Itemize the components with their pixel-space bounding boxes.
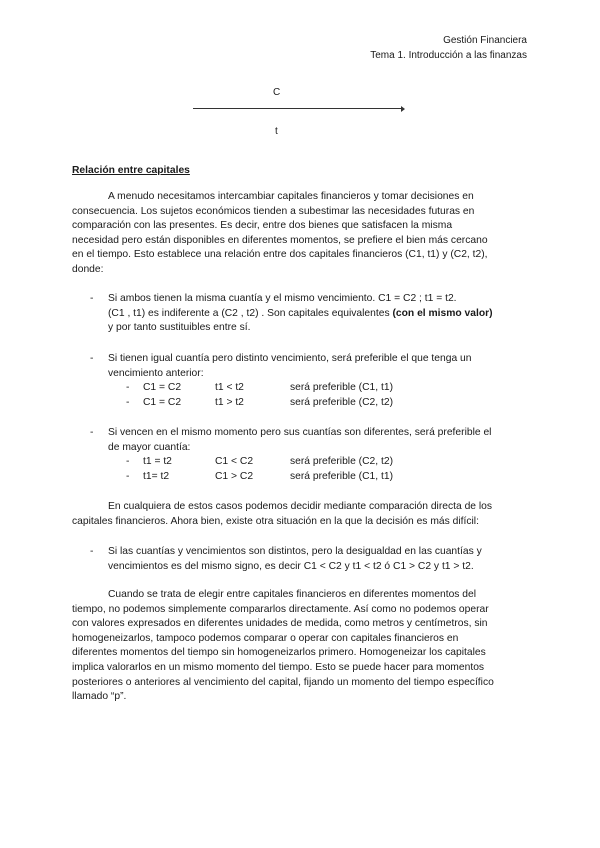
sub-cond2: t1 > t2 (215, 397, 244, 408)
diagram-time-label: t (275, 126, 278, 137)
sub-bullet-dash: - (126, 456, 130, 467)
middle-line: En cualquiera de estos casos podemos decidir mediante comparación directa de los (108, 501, 493, 512)
bullet-dash: - (90, 293, 94, 304)
intro-line: necesidad pero están disponibles en diferentes momentos, se prefiere el bien más cercano (72, 234, 488, 246)
bullet-1 (108, 292, 538, 336)
bullet-line: vencimientos es del mismo signo, es decir C1 < C2 y t1 < t2 ó C1 > C2 y t1 > t2. (108, 560, 474, 572)
sub-cond2: C1 > C2 (215, 471, 254, 482)
sub-cond1: C1 = C2 (143, 397, 182, 408)
bullet-4 (108, 545, 538, 574)
bullet-line: Si ambos tienen la misma cuantía y el mismo vencimiento. C1 = C2 ; t1 = t2. (108, 293, 457, 304)
intro-line: en el tiempo. Esto establece una relación entre dos capitales financieros (C1, t1) y (C2, t2), (72, 249, 488, 261)
sub-result: será preferible (C1, t1) (290, 382, 394, 393)
sub-bullet-dash: - (126, 471, 130, 482)
intro-line: donde: (72, 263, 104, 275)
bullet-dash: - (90, 427, 94, 438)
bullet-dash: - (90, 353, 94, 364)
middle-paragraph (72, 500, 532, 529)
closing-line: llamado “p”. (72, 691, 127, 703)
bullet-line: de mayor cuantía: (108, 441, 191, 453)
bullet-line: (C1 , t1) es indiferente a (C2 , t2) . Son capitales equivalentes (con el mismo valor) (108, 307, 493, 319)
middle-line: capitales financieros. Ahora bien, existe otra situación en la que la decisión es más difícil: (72, 515, 479, 527)
sub-bullet-dash: - (126, 397, 130, 408)
diagram-capital-label: C (273, 87, 281, 98)
sub-result: será preferible (C1, t1) (290, 471, 394, 482)
closing-line: con valores expresados en diferentes unidades de medida, como metros y centímetros, sin (72, 618, 488, 630)
closing-line: implica valorarlos en un mismo momento del tiempo. Esto se puede hacer para momentos (72, 661, 485, 673)
section-title: Relación entre capitales (72, 165, 190, 176)
bullet-line: vencimiento anterior: (108, 367, 204, 379)
intro-line: consecuencia. Los sujetos económicos tienden a subestimar las necesidades futuras en (72, 205, 475, 217)
closing-line: homogeneizarlos, tampoco podemos comparar o operar con capitales financieros en (72, 632, 459, 644)
bullet-3 (108, 426, 538, 455)
bullet-dash: - (90, 546, 94, 557)
sub-result: será preferible (C2, t2) (290, 456, 394, 467)
sub-cond2: t1 < t2 (215, 382, 244, 393)
timeline-line (193, 108, 403, 109)
header-topic: Tema 1. Introducción a las finanzas (370, 50, 527, 61)
bullet-line: y por tanto sustituibles entre sí. (108, 322, 251, 334)
closing-line: Cuando se trata de elegir entre capitales financieros en diferentes momentos del (108, 589, 477, 600)
sub-cond1: t1= t2 (143, 471, 170, 482)
intro-line: comparación con las presentes. Es decir, entre dos bienes que satisfacen la misma (72, 220, 453, 232)
sub-result: será preferible (C2, t2) (290, 397, 394, 408)
sub-bullet-dash: - (126, 382, 130, 393)
sub-cond1: t1 = t2 (143, 456, 172, 467)
bullet-bold-text: (con el mismo valor) (392, 307, 493, 319)
closing-line: tiempo, no podemos simplemente compararlos directamente. Así como no podemos operar (72, 603, 489, 615)
sub-cond2: C1 < C2 (215, 456, 254, 467)
bullet-line: Si las cuantías y vencimientos son distintos, pero la desigualdad en las cuantías y (108, 546, 482, 557)
bullet-line: Si tienen igual cuantía pero distinto vencimiento, será preferible el que tenga un (108, 353, 472, 364)
timeline-arrow-icon (401, 106, 405, 112)
closing-paragraph (72, 588, 532, 705)
bullet-2 (108, 352, 538, 381)
intro-line: A menudo necesitamos intercambiar capitales financieros y tomar decisiones en (108, 191, 474, 202)
bullet-line: Si vencen en el mismo momento pero sus cuantías son diferentes, será preferible el (108, 427, 492, 438)
sub-cond1: C1 = C2 (143, 382, 182, 393)
closing-line: posteriores o anteriores al vencimiento del capital, fijando un momento del tiempo específico (72, 676, 494, 688)
closing-line: diferentes momentos del tiempo sin homogeneizarlos primero. Homogeneizar los capitales (72, 647, 486, 659)
intro-paragraph (72, 190, 532, 278)
header-subject: Gestión Financiera (443, 35, 527, 46)
